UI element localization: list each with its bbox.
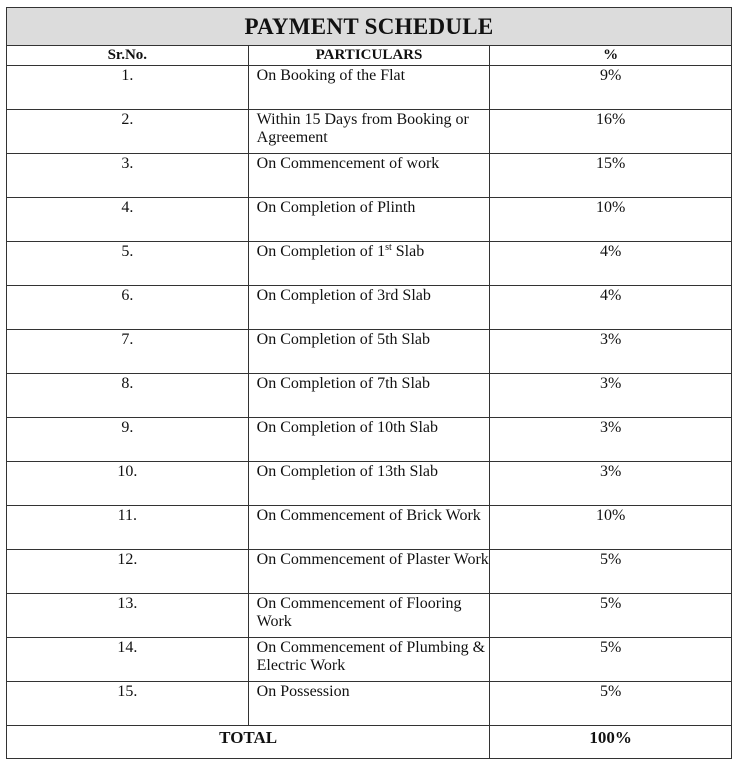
row-number: 7. xyxy=(7,330,249,374)
total-label: TOTAL xyxy=(7,726,490,759)
row-percent: 5% xyxy=(490,682,732,726)
header-srno: Sr.No. xyxy=(7,46,249,66)
table-row xyxy=(7,638,732,682)
row-percent: 3% xyxy=(490,418,732,462)
row-percent: 4% xyxy=(490,286,732,330)
row-percent: 3% xyxy=(490,462,732,506)
row-particulars-post: Slab xyxy=(391,243,425,260)
table-row xyxy=(7,330,732,374)
row-percent: 10% xyxy=(490,198,732,242)
table-row xyxy=(7,462,732,506)
row-number: 10. xyxy=(7,462,249,506)
payment-schedule-table xyxy=(6,7,732,759)
table-row xyxy=(7,198,732,242)
row-particulars: On Commencement of Flooring Work xyxy=(248,594,490,638)
table-row xyxy=(7,594,732,638)
row-particulars: On Completion of 13th Slab xyxy=(248,462,490,506)
row-particulars xyxy=(248,242,490,286)
header-particulars: PARTICULARS xyxy=(248,46,490,66)
row-number: 3. xyxy=(7,154,249,198)
total-row xyxy=(7,726,732,759)
row-particulars: On Completion of Plinth xyxy=(248,198,490,242)
row-number: 5. xyxy=(7,242,249,286)
row-percent: 3% xyxy=(490,374,732,418)
row-number: 4. xyxy=(7,198,249,242)
row-percent: 4% xyxy=(490,242,732,286)
row-number: 9. xyxy=(7,418,249,462)
row-percent: 5% xyxy=(490,594,732,638)
row-percent: 10% xyxy=(490,506,732,550)
row-number: 2. xyxy=(7,110,249,154)
table-row xyxy=(7,506,732,550)
row-particulars: On Completion of 10th Slab xyxy=(248,418,490,462)
row-number: 13. xyxy=(7,594,249,638)
ordinal-suffix: st xyxy=(385,242,392,253)
table-row xyxy=(7,286,732,330)
header-row xyxy=(7,46,732,66)
header-percent: % xyxy=(490,46,732,66)
row-number: 14. xyxy=(7,638,249,682)
row-percent: 16% xyxy=(490,110,732,154)
row-particulars: On Commencement of Plumbing & Electric Work xyxy=(248,638,490,682)
table-row xyxy=(7,110,732,154)
row-number: 6. xyxy=(7,286,249,330)
row-particulars: On Possession xyxy=(248,682,490,726)
row-percent: 9% xyxy=(490,66,732,110)
total-value: 100% xyxy=(490,726,732,759)
row-number: 11. xyxy=(7,506,249,550)
table-title: PAYMENT SCHEDULE xyxy=(7,8,732,46)
payment-schedule xyxy=(6,7,732,759)
row-particulars: On Completion of 3rd Slab xyxy=(248,286,490,330)
row-particulars-pre: On Completion of 1 xyxy=(256,243,386,260)
table-row xyxy=(7,550,732,594)
row-particulars: Within 15 Days from Booking or Agreement xyxy=(248,110,490,154)
row-particulars: On Booking of the Flat xyxy=(248,66,490,110)
row-percent: 3% xyxy=(490,330,732,374)
table-row xyxy=(7,682,732,726)
row-particulars: On Commencement of work xyxy=(248,154,490,198)
row-number: 8. xyxy=(7,374,249,418)
row-particulars: On Completion of 5th Slab xyxy=(248,330,490,374)
row-number: 15. xyxy=(7,682,249,726)
table-row xyxy=(7,66,732,110)
row-number: 12. xyxy=(7,550,249,594)
row-percent: 5% xyxy=(490,638,732,682)
table-row xyxy=(7,418,732,462)
row-particulars: On Commencement of Brick Work xyxy=(248,506,490,550)
table-row xyxy=(7,154,732,198)
table-row xyxy=(7,374,732,418)
row-number: 1. xyxy=(7,66,249,110)
row-particulars: On Commencement of Plaster Work xyxy=(248,550,490,594)
row-percent: 5% xyxy=(490,550,732,594)
table-row xyxy=(7,242,732,286)
row-percent: 15% xyxy=(490,154,732,198)
row-particulars: On Completion of 7th Slab xyxy=(248,374,490,418)
